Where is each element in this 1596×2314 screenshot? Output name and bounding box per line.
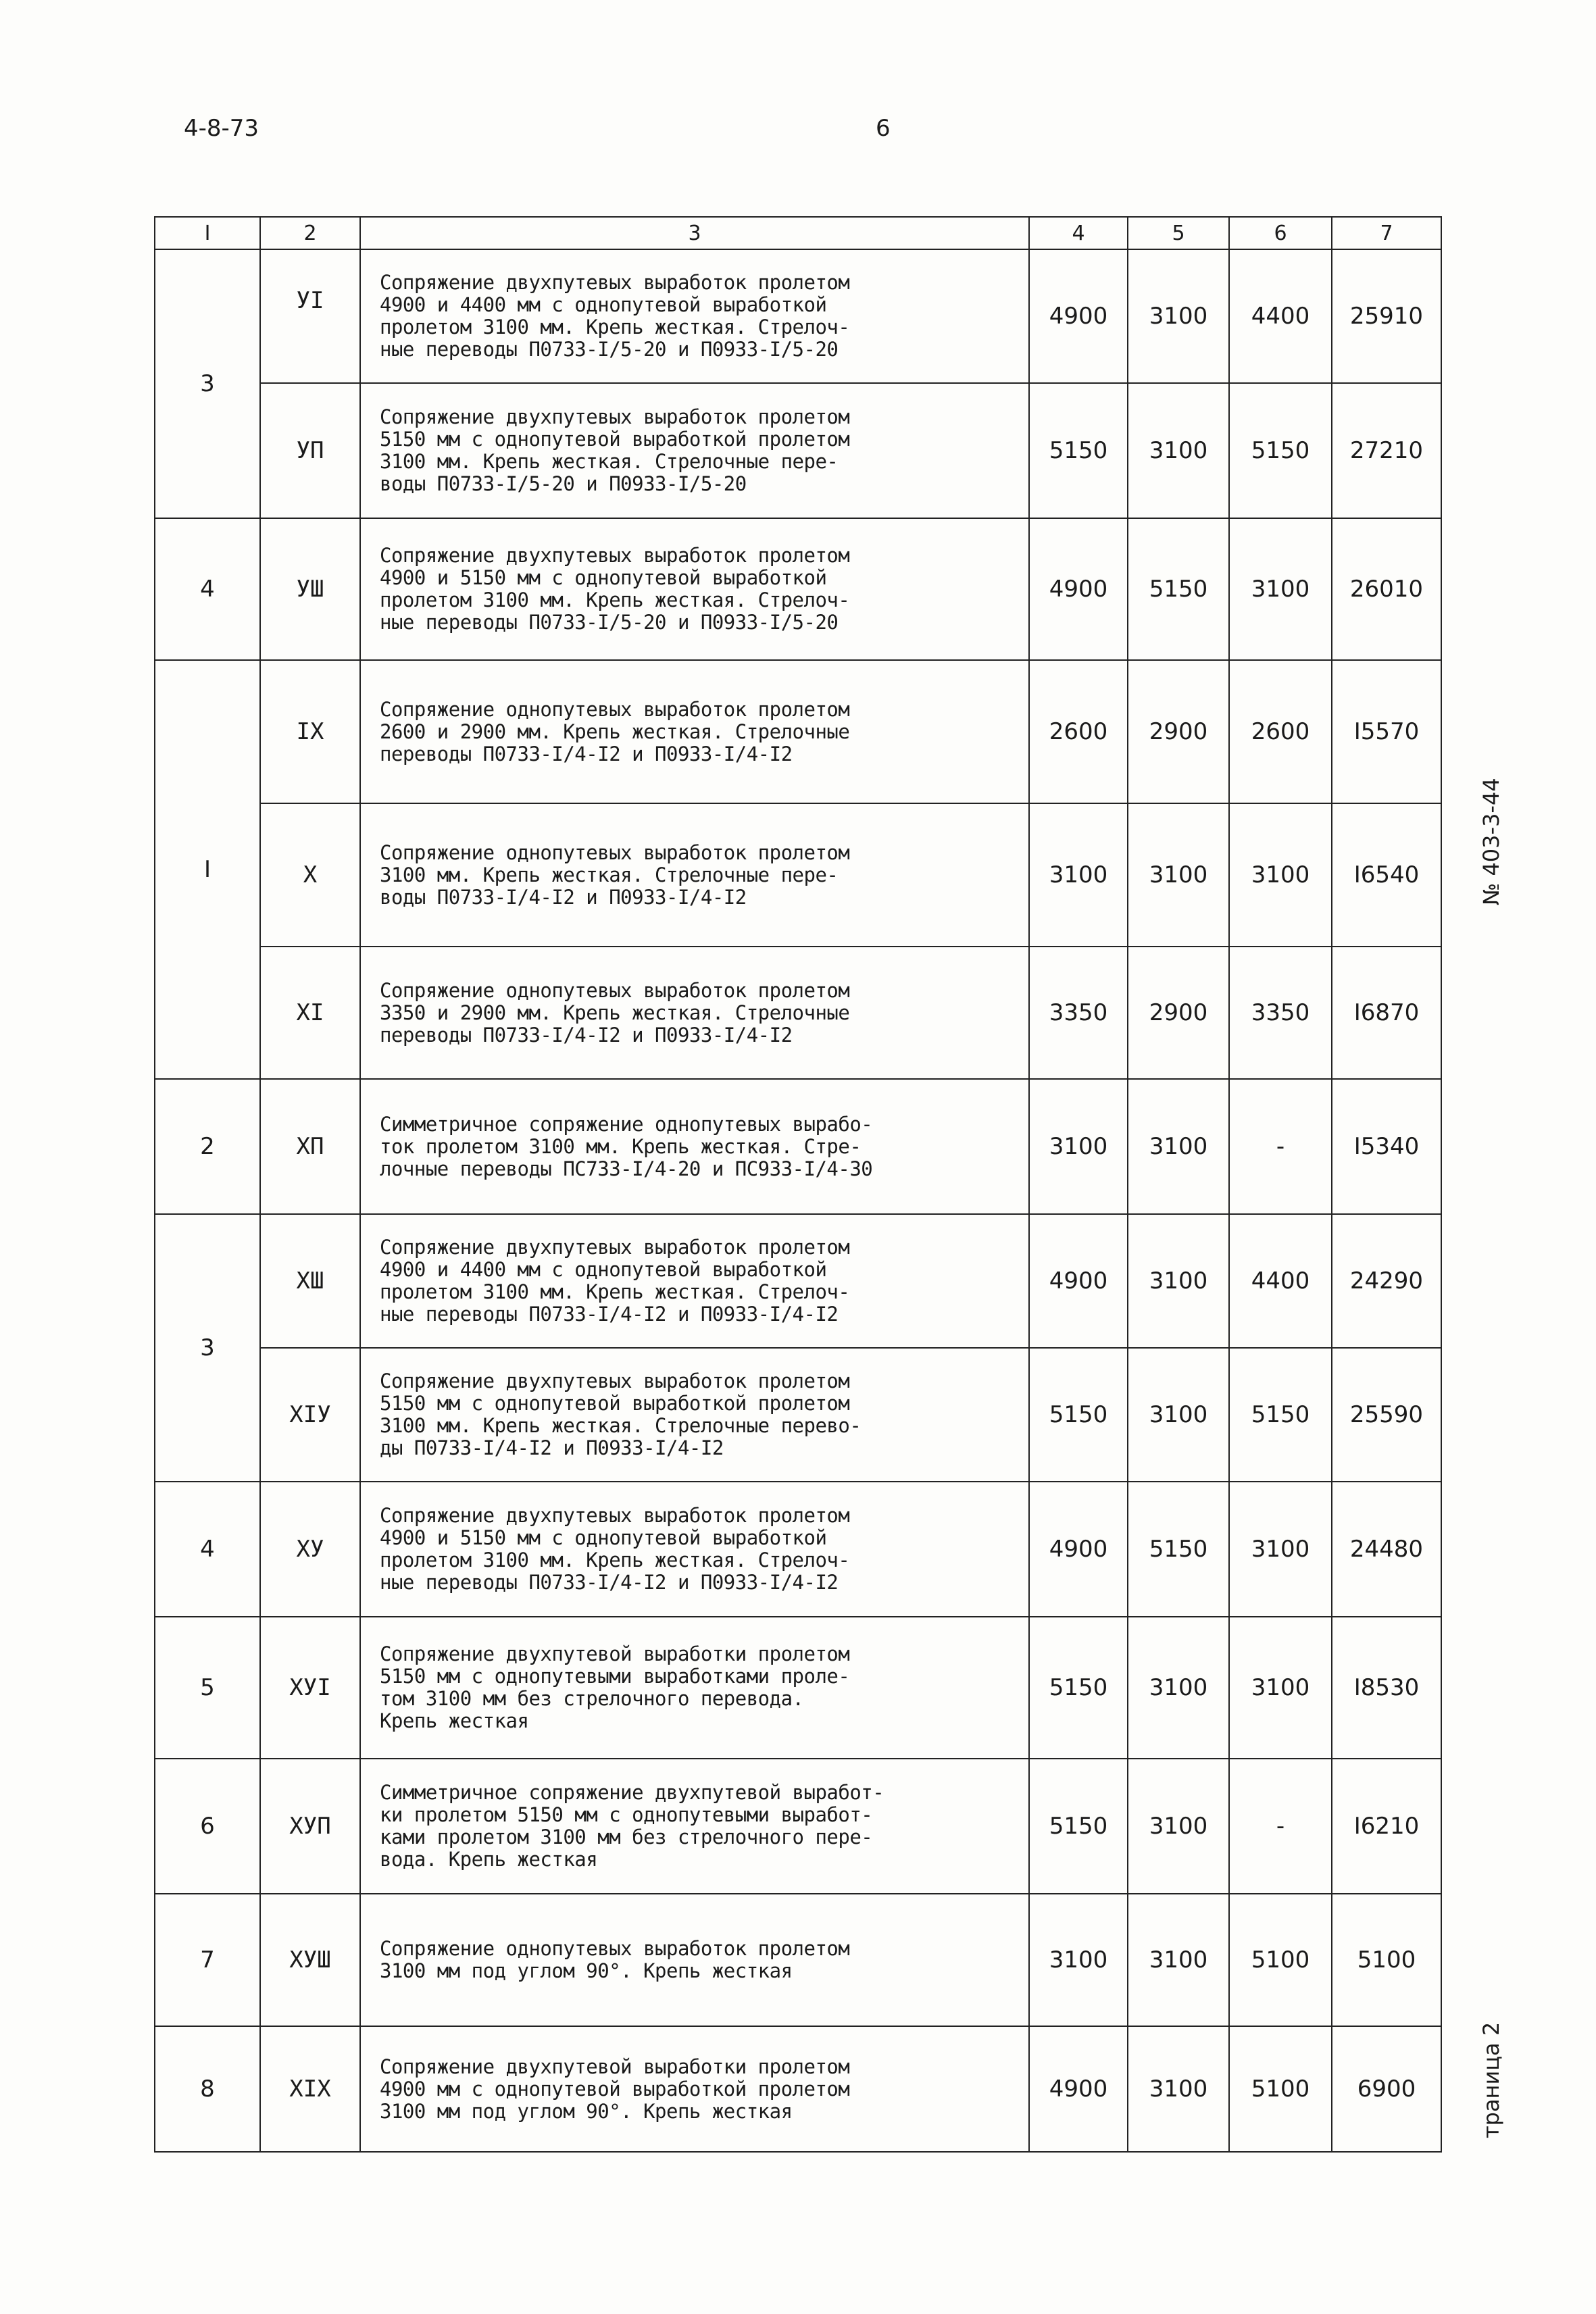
- value-col-5: 3100: [1128, 1894, 1229, 2026]
- description-line: 3100 мм. Крепь жесткая. Стрелочные пере-: [380, 863, 839, 886]
- value-col-7: 26010: [1332, 518, 1441, 660]
- description-line: воды П0733-I/4-I2 и П0933-I/4-I2: [380, 885, 747, 909]
- description-line: 4900 и 5150 мм с однопутевой выработкой: [380, 566, 827, 589]
- row-number: ХШ: [260, 1214, 360, 1348]
- table-row: [155, 1617, 1441, 1759]
- value-col-6: 5100: [1229, 1894, 1332, 2026]
- group-cell: 6: [155, 1759, 260, 1894]
- row-number: ХП: [260, 1079, 360, 1214]
- column-header-4: 4: [1029, 217, 1128, 249]
- row-description: [360, 803, 1029, 947]
- column-header-6: 6: [1229, 217, 1332, 249]
- row-description: [360, 518, 1029, 660]
- value-col-7: I6540: [1332, 803, 1441, 947]
- table-row: [155, 1348, 1441, 1482]
- value-col-4: 4900: [1029, 249, 1128, 383]
- value-col-7: 24290: [1332, 1214, 1441, 1348]
- description-line: переводы П0733-I/4-I2 и П0933-I/4-I2: [380, 1023, 793, 1047]
- description-line: пролетом 3100 мм. Крепь жесткая. Стрелоч-: [380, 588, 850, 611]
- table-row: [155, 1079, 1441, 1214]
- value-col-5: 2900: [1128, 947, 1229, 1079]
- description-line: 5150 мм с однопутевой выработкой пролетом: [380, 1392, 850, 1415]
- description-line: Сопряжение двухпутевых выработок пролетом: [380, 1504, 850, 1527]
- description-line: Сопряжение двухпутевой выработки пролетом: [380, 1642, 850, 1665]
- group-cell: 2: [155, 1079, 260, 1214]
- description-line: Сопряжение однопутевых выработок пролетом: [380, 1937, 850, 1960]
- value-col-6: 3100: [1229, 1617, 1332, 1759]
- value-col-4: 4900: [1029, 518, 1128, 660]
- value-col-4: 5150: [1029, 1617, 1128, 1759]
- table-row: [155, 1214, 1441, 1348]
- value-col-7: 24480: [1332, 1482, 1441, 1617]
- row-description: [360, 947, 1029, 1079]
- value-col-4: 4900: [1029, 1214, 1128, 1348]
- description-line: 4900 и 4400 мм с однопутевой выработкой: [380, 1258, 827, 1281]
- value-col-6: 5150: [1229, 1348, 1332, 1482]
- group-cell: 7: [155, 1894, 260, 2026]
- value-col-7: 27210: [1332, 383, 1441, 518]
- value-col-7: 25590: [1332, 1348, 1441, 1482]
- table-row: [155, 1482, 1441, 1617]
- row-number: УП: [260, 383, 360, 518]
- value-col-5: 3100: [1128, 1079, 1229, 1214]
- group-cell: 4: [155, 1482, 260, 1617]
- description-line: 3100 мм под углом 90°. Крепь жесткая: [380, 1959, 793, 1982]
- description-line: ные переводы П0733-I/4-I2 и П0933-I/4-I2: [380, 1303, 839, 1326]
- description-line: пролетом 3100 мм. Крепь жесткая. Стрелоч-: [380, 1280, 850, 1303]
- description-line: Сопряжение однопутевых выработок пролетом: [380, 697, 850, 721]
- row-description: [360, 383, 1029, 518]
- group-cell: 4: [155, 518, 260, 660]
- row-number: XI: [260, 947, 360, 1079]
- description-line: 5150 мм с однопутевой выработкой пролетом: [380, 428, 850, 451]
- description-line: воды П0733-I/5-20 и П0933-I/5-20: [380, 472, 747, 495]
- column-header-1: I: [155, 217, 260, 249]
- row-number: ХIУ: [260, 1348, 360, 1482]
- value-col-4: 3100: [1029, 1079, 1128, 1214]
- row-description: [360, 1482, 1029, 1617]
- value-col-5: 3100: [1128, 803, 1229, 947]
- description-line: Сопряжение двухпутевой выработки пролетом: [380, 2055, 850, 2078]
- table-row: [155, 1894, 1441, 2026]
- row-description: [360, 1214, 1029, 1348]
- description-line: 2600 и 2900 мм. Крепь жесткая. Стрелочные: [380, 720, 850, 743]
- description-line: Симметричное сопряжение двухпутевой выработ-: [380, 1781, 884, 1804]
- value-col-6: 3100: [1229, 803, 1332, 947]
- value-col-5: 5150: [1128, 518, 1229, 660]
- value-col-6: 4400: [1229, 1214, 1332, 1348]
- value-col-6: 3350: [1229, 947, 1332, 1079]
- value-col-5: 5150: [1128, 1482, 1229, 1617]
- row-description: [360, 1079, 1029, 1214]
- description-line: Сопряжение двухпутевых выработок пролетом: [380, 1236, 850, 1259]
- group-cell: 8: [155, 2026, 260, 2152]
- value-col-7: 5100: [1332, 1894, 1441, 2026]
- description-line: Сопряжение двухпутевых выработок пролетом: [380, 544, 850, 567]
- table-header-row: [155, 217, 1441, 249]
- value-col-5: 3100: [1128, 2026, 1229, 2152]
- description-line: ды П0733-I/4-I2 и П0933-I/4-I2: [380, 1436, 724, 1459]
- value-col-6: 5100: [1229, 2026, 1332, 2152]
- value-col-5: 3100: [1128, 1214, 1229, 1348]
- description-line: 3100 мм под углом 90°. Крепь жесткая: [380, 2099, 793, 2123]
- description-line: 4900 мм с однопутевой выработкой пролетом: [380, 2077, 850, 2101]
- column-header-5: 5: [1128, 217, 1229, 249]
- table-row: [155, 1759, 1441, 1894]
- value-col-7: 6900: [1332, 2026, 1441, 2152]
- description-line: 3350 и 2900 мм. Крепь жесткая. Стрелочные: [380, 1001, 850, 1024]
- value-col-5: 3100: [1128, 1617, 1229, 1759]
- value-col-6: 2600: [1229, 660, 1332, 803]
- description-line: лочные переводы ПС733-I/4-20 и ПС933-I/4-30: [380, 1157, 873, 1180]
- row-description: [360, 1759, 1029, 1894]
- row-description: [360, 249, 1029, 383]
- row-number: X: [260, 803, 360, 947]
- side-page-label: траница 2: [1478, 2021, 1504, 2138]
- description-line: ные переводы П0733-I/4-I2 и П0933-I/4-I2: [380, 1571, 839, 1594]
- description-line: вода. Крепь жесткая: [380, 1848, 598, 1871]
- value-col-5: 3100: [1128, 249, 1229, 383]
- value-col-5: 3100: [1128, 1348, 1229, 1482]
- description-line: Сопряжение двухпутевых выработок пролетом: [380, 405, 850, 428]
- value-col-6: 3100: [1229, 518, 1332, 660]
- value-col-4: 3350: [1029, 947, 1128, 1079]
- value-col-4: 3100: [1029, 803, 1128, 947]
- value-col-4: 5150: [1029, 1348, 1128, 1482]
- description-line: пролетом 3100 мм. Крепь жесткая. Стрелоч-: [380, 1549, 850, 1571]
- table-row: [155, 2026, 1441, 2152]
- value-col-4: 2600: [1029, 660, 1128, 803]
- table-row: [155, 249, 1441, 383]
- row-number: ХУШ: [260, 1894, 360, 2026]
- description-line: переводы П0733-I/4-I2 и П0933-I/4-I2: [380, 742, 793, 765]
- description-line: ные переводы П0733-I/5-20 и П0933-I/5-20: [380, 338, 839, 361]
- value-col-5: 2900: [1128, 660, 1229, 803]
- table-row: [155, 803, 1441, 947]
- table-row: [155, 660, 1441, 803]
- value-col-7: 25910: [1332, 249, 1441, 383]
- description-line: ток пролетом 3100 мм. Крепь жесткая. Стре-: [380, 1134, 862, 1158]
- value-col-7: I8530: [1332, 1617, 1441, 1759]
- document-code: 4-8-73: [184, 115, 259, 142]
- group-cell: I: [155, 660, 260, 1079]
- row-description: [360, 1894, 1029, 2026]
- value-col-5: 3100: [1128, 1759, 1229, 1894]
- value-col-7: I5570: [1332, 660, 1441, 803]
- description-line: Сопряжение двухпутевых выработок пролетом: [380, 1369, 850, 1392]
- description-line: ки пролетом 5150 мм с однопутевыми выработ-: [380, 1803, 873, 1826]
- page-number: 6: [876, 115, 891, 142]
- description-line: ками пролетом 3100 мм без стрелочного пере-: [380, 1826, 873, 1848]
- description-line: Сопряжение однопутевых выработок пролетом: [380, 978, 850, 1002]
- column-header-7: 7: [1332, 217, 1441, 249]
- value-col-4: 5150: [1029, 1759, 1128, 1894]
- row-number: IX: [260, 660, 360, 803]
- row-description: [360, 1348, 1029, 1482]
- specification-table: [154, 216, 1442, 2153]
- description-line: том 3100 мм без стрелочного перевода.: [380, 1687, 804, 1710]
- value-col-6: -: [1229, 1079, 1332, 1214]
- row-description: [360, 1617, 1029, 1759]
- value-col-7: I5340: [1332, 1079, 1441, 1214]
- value-col-7: I6210: [1332, 1759, 1441, 1894]
- value-col-4: 4900: [1029, 1482, 1128, 1617]
- table-row: [155, 518, 1441, 660]
- value-col-5: 3100: [1128, 383, 1229, 518]
- table-row: [155, 383, 1441, 518]
- description-line: 5150 мм с однопутевыми выработками проле-: [380, 1665, 850, 1688]
- value-col-6: 4400: [1229, 249, 1332, 383]
- value-col-7: I6870: [1332, 947, 1441, 1079]
- row-number: УШ: [260, 518, 360, 660]
- row-number: ХIХ: [260, 2026, 360, 2152]
- row-number: ХУI: [260, 1617, 360, 1759]
- column-header-3: 3: [360, 217, 1029, 249]
- row-description: [360, 2026, 1029, 2152]
- description-line: ные переводы П0733-I/5-20 и П0933-I/5-20: [380, 611, 839, 634]
- description-line: Симметричное сопряжение однопутевых вырабо-: [380, 1112, 873, 1136]
- row-number: ХУП: [260, 1759, 360, 1894]
- value-col-4: 5150: [1029, 383, 1128, 518]
- table-row: [155, 947, 1441, 1079]
- row-description: [360, 660, 1029, 803]
- description-line: 3100 мм. Крепь жесткая. Стрелочные перево-: [380, 1414, 862, 1437]
- group-cell: 3: [155, 1214, 260, 1482]
- description-line: 4900 и 5150 мм с однопутевой выработкой: [380, 1526, 827, 1549]
- description-line: 4900 и 4400 мм с однопутевой выработкой: [380, 293, 827, 316]
- description-line: 3100 мм. Крепь жесткая. Стрелочные пере-: [380, 450, 839, 473]
- row-number: ХУ: [260, 1482, 360, 1617]
- row-number: УI: [260, 249, 360, 383]
- side-document-number: № 403-3-44: [1478, 778, 1504, 905]
- value-col-4: 3100: [1029, 1894, 1128, 2026]
- description-line: Крепь жесткая: [380, 1709, 529, 1732]
- description-line: пролетом 3100 мм. Крепь жесткая. Стрелоч-: [380, 316, 850, 338]
- group-cell: 5: [155, 1617, 260, 1759]
- value-col-6: 5150: [1229, 383, 1332, 518]
- group-cell: 3: [155, 249, 260, 518]
- description-line: Сопряжение двухпутевых выработок пролетом: [380, 271, 850, 294]
- column-header-2: 2: [260, 217, 360, 249]
- value-col-6: -: [1229, 1759, 1332, 1894]
- value-col-4: 4900: [1029, 2026, 1128, 2152]
- description-line: Сопряжение однопутевых выработок пролетом: [380, 840, 850, 864]
- value-col-6: 3100: [1229, 1482, 1332, 1617]
